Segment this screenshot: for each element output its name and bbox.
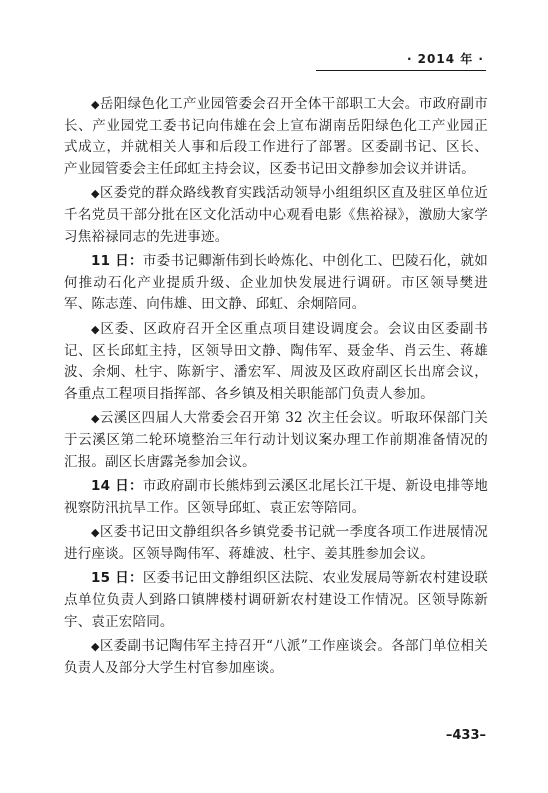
date-label: 11 日：	[91, 253, 143, 270]
page-number: –433–	[445, 728, 486, 743]
paragraph	[64, 319, 488, 405]
paragraph	[64, 94, 488, 180]
paragraph	[64, 183, 488, 248]
diamond-bullet-icon: ◆	[91, 322, 101, 336]
paragraph-text: 区委、区政府召开全区重点项目建设调度会。会议由区委副书记、区长邱虹主持，区领导田文静、陶伟军、聂金华、肖云生、蒋雄波、余炯、杜宇、陈新宇、潘宏军、周波及区政府副区长出席会议，各重点工程项目指挥部、各乡镇及相关职能部门负责人参加。	[64, 320, 488, 402]
header-rule	[316, 70, 486, 71]
paragraph-text: 区委书记田文静组织区法院、农业发展局等新农村建设联点单位负责人到路口镇牌楼村调研新农村建设工作情况。区领导陈新宇、袁正宏陪同。	[64, 570, 488, 630]
paragraph	[64, 476, 488, 519]
page-body	[64, 94, 488, 682]
paragraph	[64, 408, 488, 473]
paragraph-text: 区委副书记陶伟军主持召开“八派”工作座谈会。各部门单位相关负责人及部分大学生村官参加座谈。	[64, 638, 488, 676]
diamond-bullet-icon: ◆	[91, 412, 100, 426]
paragraph-text: 市政府副市长熊炜到云溪区北尾长江干堤、新设电排等地视察防汛抗旱工作。区领导邱虹、袁正宏等陪同。	[64, 478, 488, 516]
paragraph	[64, 522, 488, 565]
diamond-bullet-icon: ◆	[91, 98, 100, 111]
paragraph-text: 云溪区四届人大常委会召开第 32 次主任会议。听取环保部门关于云溪区第二轮环境整治三年行动计划议案办理工作前期准备情况的汇报。副区长唐露尧参加会议。	[64, 410, 488, 470]
paragraph	[64, 568, 488, 633]
date-label: 14 日：	[91, 478, 143, 495]
date-label: 15 日：	[91, 570, 143, 587]
diamond-bullet-icon: ◆	[91, 640, 100, 654]
paragraph	[64, 251, 488, 316]
diamond-bullet-icon: ◆	[91, 526, 100, 540]
paragraph-text: 区委党的群众路线教育实践活动领导小组组织区直及驻区单位近千名党员干部分批在区文化活动中心观看电影《焦裕禄》，激励大家学习焦裕禄同志的先进事迹。	[64, 185, 488, 245]
diamond-bullet-icon: ◆	[91, 187, 100, 201]
running-header: · 2014 年 ·	[406, 52, 484, 66]
paragraph	[64, 636, 488, 679]
paragraph-text: 区委书记田文静组织各乡镇党委书记就一季度各项工作进展情况进行座谈。区领导陶伟军、蒋雄波、杜宇、姜其胜参加会议。	[64, 524, 488, 562]
paragraph-text: 市委书记卿渐伟到长岭炼化、中创化工、巴陵石化，就如何推动石化产业提质升级、企业加快发展进行调研。市区领导樊进军、陈志莲、向伟雄、田文静、邱虹、余炯陪同。	[64, 253, 488, 313]
paragraph-text: 岳阳绿色化工产业园管委会召开全体干部职工大会。市政府副市长、产业园党工委书记向伟雄在会上宣布湖南岳阳绿色化工产业园正式成立，并就相关人事和后段工作进行了部署。区委副书记、区长、产业园管委会主任邱虹主持会议，区委书记田文静参加会议并讲话。	[64, 96, 488, 177]
